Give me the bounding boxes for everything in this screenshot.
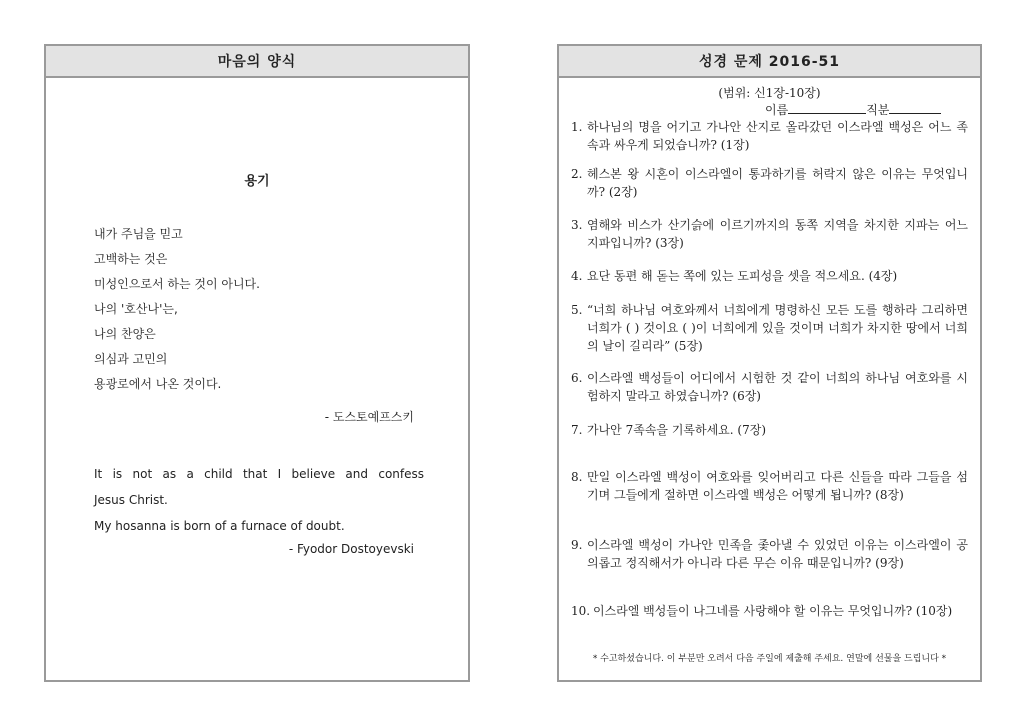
poem-author-english: - Fyodor Dostoyevski	[288, 542, 414, 556]
question-6	[571, 369, 968, 405]
devotional-panel	[44, 44, 470, 682]
poem-line: 고백하는 것은	[94, 252, 168, 266]
question-text: 염해와 비스가 산기슭에 이르기까지의 동쪽 지역을 차지한 지파는 어느 지파입니까? (3장)	[587, 218, 968, 250]
poem-english	[94, 461, 424, 539]
devotional-header: 마음의 양식	[46, 46, 468, 78]
question-text: 이스라엘 백성들이 어디에서 시험한 것 같이 너희의 하나님 여호와를 시험하지 말라고 하였습니까? (6장)	[587, 371, 968, 403]
question-5	[571, 301, 968, 355]
poem-en-line: It is not as a child that I believe and confess	[94, 467, 424, 481]
question-10	[571, 602, 968, 620]
question-text: 요단 동편 해 돋는 쪽에 있는 도피성을 셋을 적으세요. (4장)	[587, 269, 898, 283]
poem-line: 나의 '호산나'는,	[94, 302, 178, 316]
question-number: 1.	[571, 120, 583, 134]
question-7	[571, 421, 968, 439]
question-8	[571, 468, 968, 504]
poem-en-line: Jesus Christ.	[94, 493, 168, 507]
question-text: 하나님의 명을 어기고 가나안 산지로 올라갔던 이스라엘 백성은 어느 족속과 싸우게 되었습니까? (1장)	[587, 120, 968, 152]
quiz-range: (범위: 신1장-10장)	[718, 86, 821, 100]
poem-line: 미성인으로서 하는 것이 아니다.	[94, 277, 260, 291]
question-number: 7.	[571, 423, 583, 437]
role-blank[interactable]	[889, 101, 941, 114]
name-blank[interactable]	[788, 101, 866, 114]
question-number: 2.	[571, 167, 583, 181]
question-text: 만일 이스라엘 백성이 여호와를 잊어버리고 다른 신들을 따라 그들을 섬기며 그들에게 절하면 이스라엘 백성은 어떻게 됩니까? (8장)	[587, 470, 968, 502]
question-text: 헤스본 왕 시혼이 이스라엘이 통과하기를 허락지 않은 이유는 무엇입니까? (2장)	[587, 167, 968, 199]
poem-line: 내가 주님을 믿고	[94, 227, 183, 241]
question-4	[571, 267, 968, 285]
poem-en-line: My hosanna is born of a furnace of doubt.	[94, 519, 345, 533]
role-label: 직분	[866, 103, 890, 117]
question-number: 3.	[571, 218, 583, 232]
question-number: 4.	[571, 269, 583, 283]
question-9	[571, 536, 968, 572]
question-2	[571, 165, 968, 201]
quiz-footer-note: * 수고하셨습니다. 이 부분만 오려서 다음 주일에 제출해 주세요. 연말에 선물을 드립니다 *	[592, 654, 947, 664]
question-text: “너희 하나님 여호와께서 너희에게 명령하신 모든 도를 행하라 그리하면 너희가 ( ) 것이요 ( )이 너희에게 있을 것이며 너희가 차지한 땅에서 너희의 날이 길리라” (5장)	[587, 303, 968, 353]
poem-author-korean: - 도스토예프스키	[324, 410, 414, 424]
question-1	[571, 118, 968, 154]
poem-line: 의심과 고민의	[94, 352, 168, 366]
name-role-line	[765, 101, 941, 118]
quiz-header: 성경 문제 2016-51	[559, 46, 980, 78]
poem-line: 용광로에서 나온 것이다.	[94, 377, 222, 391]
poem-korean	[94, 222, 424, 397]
question-number: 8.	[571, 470, 583, 484]
question-number: 6.	[571, 371, 583, 385]
question-number: 5.	[571, 303, 583, 317]
quiz-panel	[557, 44, 982, 682]
question-number: 10.	[571, 604, 591, 618]
question-text: 이스라엘 백성이 가나안 민족을 좇아낼 수 있었던 이유는 이스라엘이 공의롭고 정직해서가 아니라 다른 무슨 이유 때문입니까? (9장)	[587, 538, 968, 570]
question-3	[571, 216, 968, 252]
question-text: 이스라엘 백성들이 나그네를 사랑해야 할 이유는 무엇입니까? (10장)	[593, 604, 953, 618]
question-text: 가나안 7족속을 기록하세요. (7장)	[587, 423, 766, 437]
poem-line: 나의 찬양은	[94, 327, 156, 341]
name-label: 이름	[765, 103, 789, 117]
question-number: 9.	[571, 538, 583, 552]
poem-title: 용기	[244, 174, 270, 189]
